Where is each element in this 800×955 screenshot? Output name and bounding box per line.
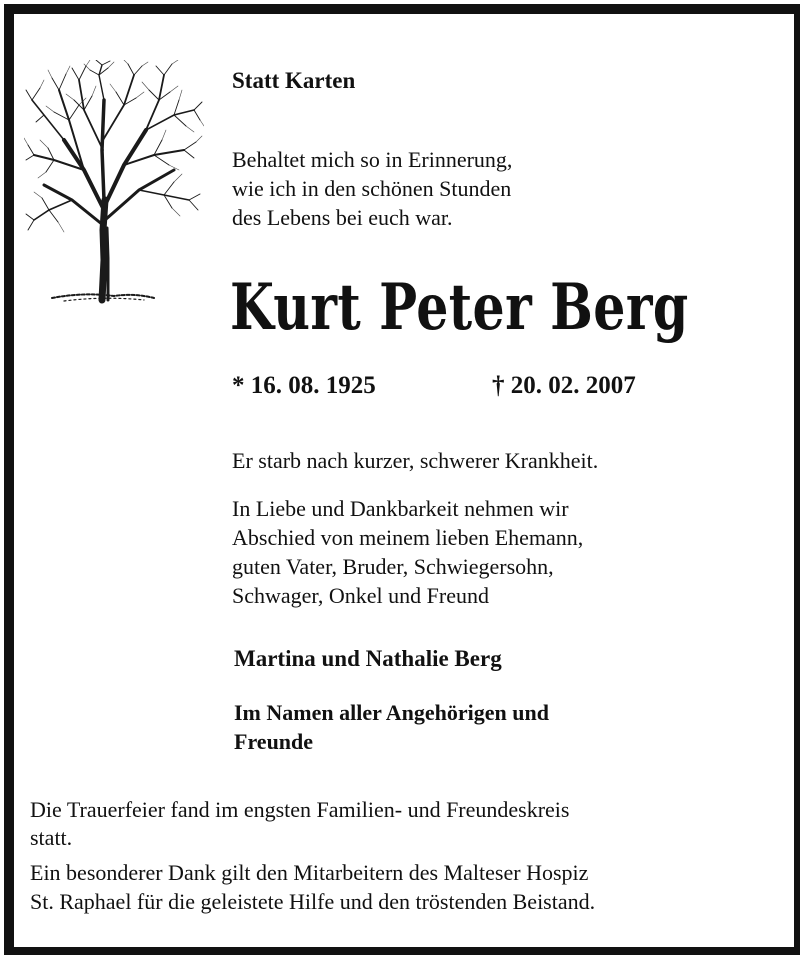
thanks-note	[30, 858, 595, 916]
cause-of-death-text: Er starb nach kurzer, schwerer Krankheit.	[232, 448, 599, 473]
thanks-line: Ein besonderer Dank gilt den Mitarbeitern des Malteser Hospiz	[30, 860, 589, 885]
behalf-line: Im Namen aller Angehörigen und	[234, 700, 549, 725]
farewell-line: In Liebe und Dankbarkeit nehmen wir	[232, 496, 569, 521]
on-behalf-text	[234, 698, 549, 756]
signers-names: Martina und Nathalie Berg	[234, 646, 502, 671]
funeral-note	[30, 796, 569, 852]
verse-line: des Lebens bei euch war.	[232, 205, 453, 230]
verse-line: Behaltet mich so in Erinnerung,	[232, 147, 513, 172]
verse-line: wie ich in den schönen Stunden	[232, 176, 512, 201]
farewell-line: Schwager, Onkel und Freund	[232, 583, 489, 608]
farewell-paragraph	[232, 494, 583, 610]
note-line: statt.	[30, 825, 73, 850]
farewell-line: Abschied von meinem lieben Ehemann,	[232, 525, 584, 550]
death-date: † 20. 02. 2007	[492, 372, 636, 399]
note-line: Die Trauerfeier fand im engsten Familien- und Freundeskreis	[30, 797, 570, 822]
thanks-line: St. Raphael für die geleistete Hilfe und den tröstenden Beistand.	[30, 889, 596, 914]
behalf-line: Freunde	[234, 729, 314, 754]
memorial-verse	[232, 145, 512, 232]
tree-icon	[24, 60, 204, 310]
header-text: Statt Karten	[232, 68, 356, 93]
deceased-name: Kurt Peter Berg	[230, 270, 689, 345]
farewell-line: guten Vater, Bruder, Schwiegersohn,	[232, 554, 554, 579]
birth-date: * 16. 08. 1925	[232, 372, 376, 399]
